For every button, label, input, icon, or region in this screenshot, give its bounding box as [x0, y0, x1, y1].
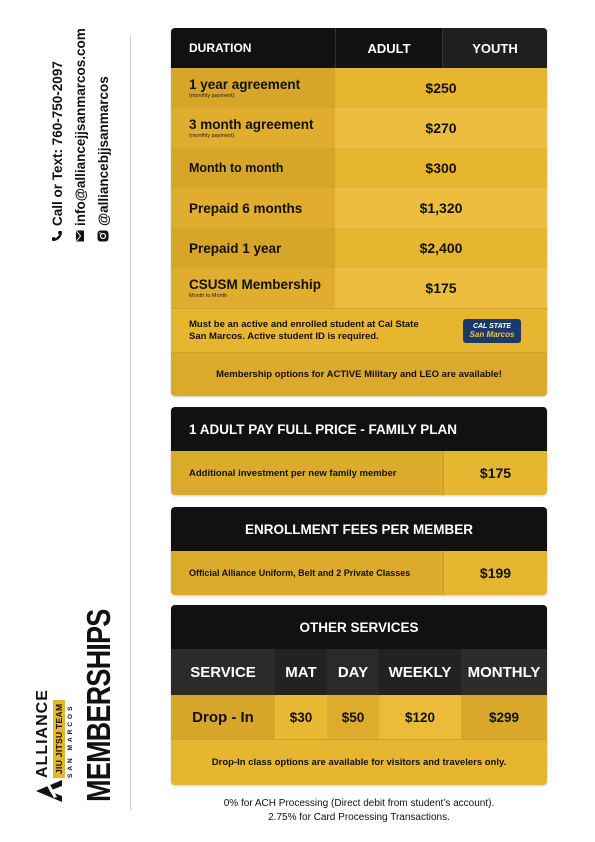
price-day: $50	[327, 695, 379, 739]
services-header	[171, 649, 547, 695]
header-service: SERVICE	[171, 649, 275, 695]
csusm-logo-bottom: San Marcos	[469, 330, 515, 339]
instagram-icon	[97, 230, 109, 242]
student-note	[171, 308, 547, 352]
page-title: MEMBERSHIPS	[80, 609, 117, 802]
phone-text: Call or Text: 760-750-2097	[49, 61, 65, 226]
footer-line-1: 0% for ACH Processing (Direct debit from student’s account).	[223, 798, 495, 809]
pricing-table	[171, 28, 547, 396]
header-weekly: WEEKLY	[379, 649, 461, 695]
email-line[interactable]	[71, 28, 89, 242]
family-plan-desc: Additional investment per new family member	[171, 451, 443, 495]
plan-name: 3 month agreement	[189, 117, 314, 132]
price-monthly: $299	[461, 695, 547, 739]
plan-name: Month to month	[189, 161, 284, 175]
table-row	[171, 68, 547, 108]
plan-name: CSUSM Membership	[189, 277, 322, 292]
plan-price: $250	[335, 68, 547, 108]
plan-name: 1 year agreement	[189, 77, 301, 92]
header-duration: DURATION	[189, 41, 252, 55]
alliance-logo-icon	[36, 776, 62, 802]
family-plan-price: $175	[443, 451, 547, 495]
header-youth: YOUTH	[443, 28, 547, 68]
plan-price: $175	[335, 268, 547, 308]
footer-line-2: 2.75% for Card Processing Transactions.	[268, 812, 450, 823]
plan-sub: Month to Month	[189, 293, 228, 299]
pricing-header	[171, 28, 547, 68]
header-adult: ADULT	[335, 28, 443, 68]
enrollment-desc: Official Alliance Uniform, Belt and 2 Private Classes	[171, 551, 443, 595]
price-mat: $30	[275, 695, 327, 739]
family-plan-panel	[171, 407, 547, 495]
table-row	[171, 268, 547, 308]
enrollment-panel	[171, 507, 547, 595]
plan-price: $270	[335, 108, 547, 148]
plan-price: $2,400	[335, 228, 547, 268]
table-row	[171, 228, 547, 268]
brand-team: JIU JITSU TEAM	[53, 700, 65, 778]
table-row	[171, 188, 547, 228]
header-monthly: MONTHLY	[461, 649, 547, 695]
instagram-line[interactable]	[94, 32, 112, 242]
plan-price: $1,320	[335, 188, 547, 228]
footer-notes	[171, 797, 547, 825]
enrollment-title: ENROLLMENT FEES PER MEMBER	[171, 507, 547, 551]
other-services-panel	[171, 605, 547, 785]
plan-name: Prepaid 1 year	[189, 240, 282, 256]
student-note-text: Must be an active and enrolled student at Cal State San Marcos. Active student ID is required.	[189, 318, 419, 342]
services-title: OTHER SERVICES	[171, 605, 547, 649]
brand-location: SAN MARCOS	[67, 703, 74, 778]
military-note: Membership options for ACTIVE Military and LEO are available!	[171, 352, 547, 396]
plan-sub: (monthly payment)	[189, 133, 235, 139]
enrollment-price: $199	[443, 551, 547, 595]
family-plan-title: 1 ADULT PAY FULL PRICE - FAMILY PLAN	[171, 407, 547, 451]
brand-name: ALLIANCE	[34, 689, 51, 778]
csusm-logo-top: CAL STATE	[472, 323, 512, 330]
price-weekly: $120	[379, 695, 461, 739]
table-row	[171, 148, 547, 188]
csusm-logo	[463, 319, 521, 343]
table-row	[171, 695, 547, 739]
instagram-text: @alliancebjjsanmarcos	[95, 76, 111, 226]
contact-info	[48, 28, 120, 242]
dropin-note: Drop-In class options are available for visitors and travelers only.	[171, 739, 547, 785]
table-row	[171, 108, 547, 148]
envelope-icon	[74, 230, 86, 242]
plan-price: $300	[335, 148, 547, 188]
vertical-divider	[130, 35, 131, 810]
phone-icon	[51, 230, 63, 242]
phone-line[interactable]	[48, 32, 66, 242]
brand-block	[30, 609, 120, 802]
plan-name: Prepaid 6 months	[189, 200, 303, 216]
header-mat: MAT	[275, 649, 327, 695]
email-text: info@alliancejjsanmarcos.com	[72, 28, 88, 226]
service-name: Drop - In	[171, 695, 275, 739]
plan-sub: (monthly payment)	[189, 93, 235, 99]
header-day: DAY	[327, 649, 379, 695]
